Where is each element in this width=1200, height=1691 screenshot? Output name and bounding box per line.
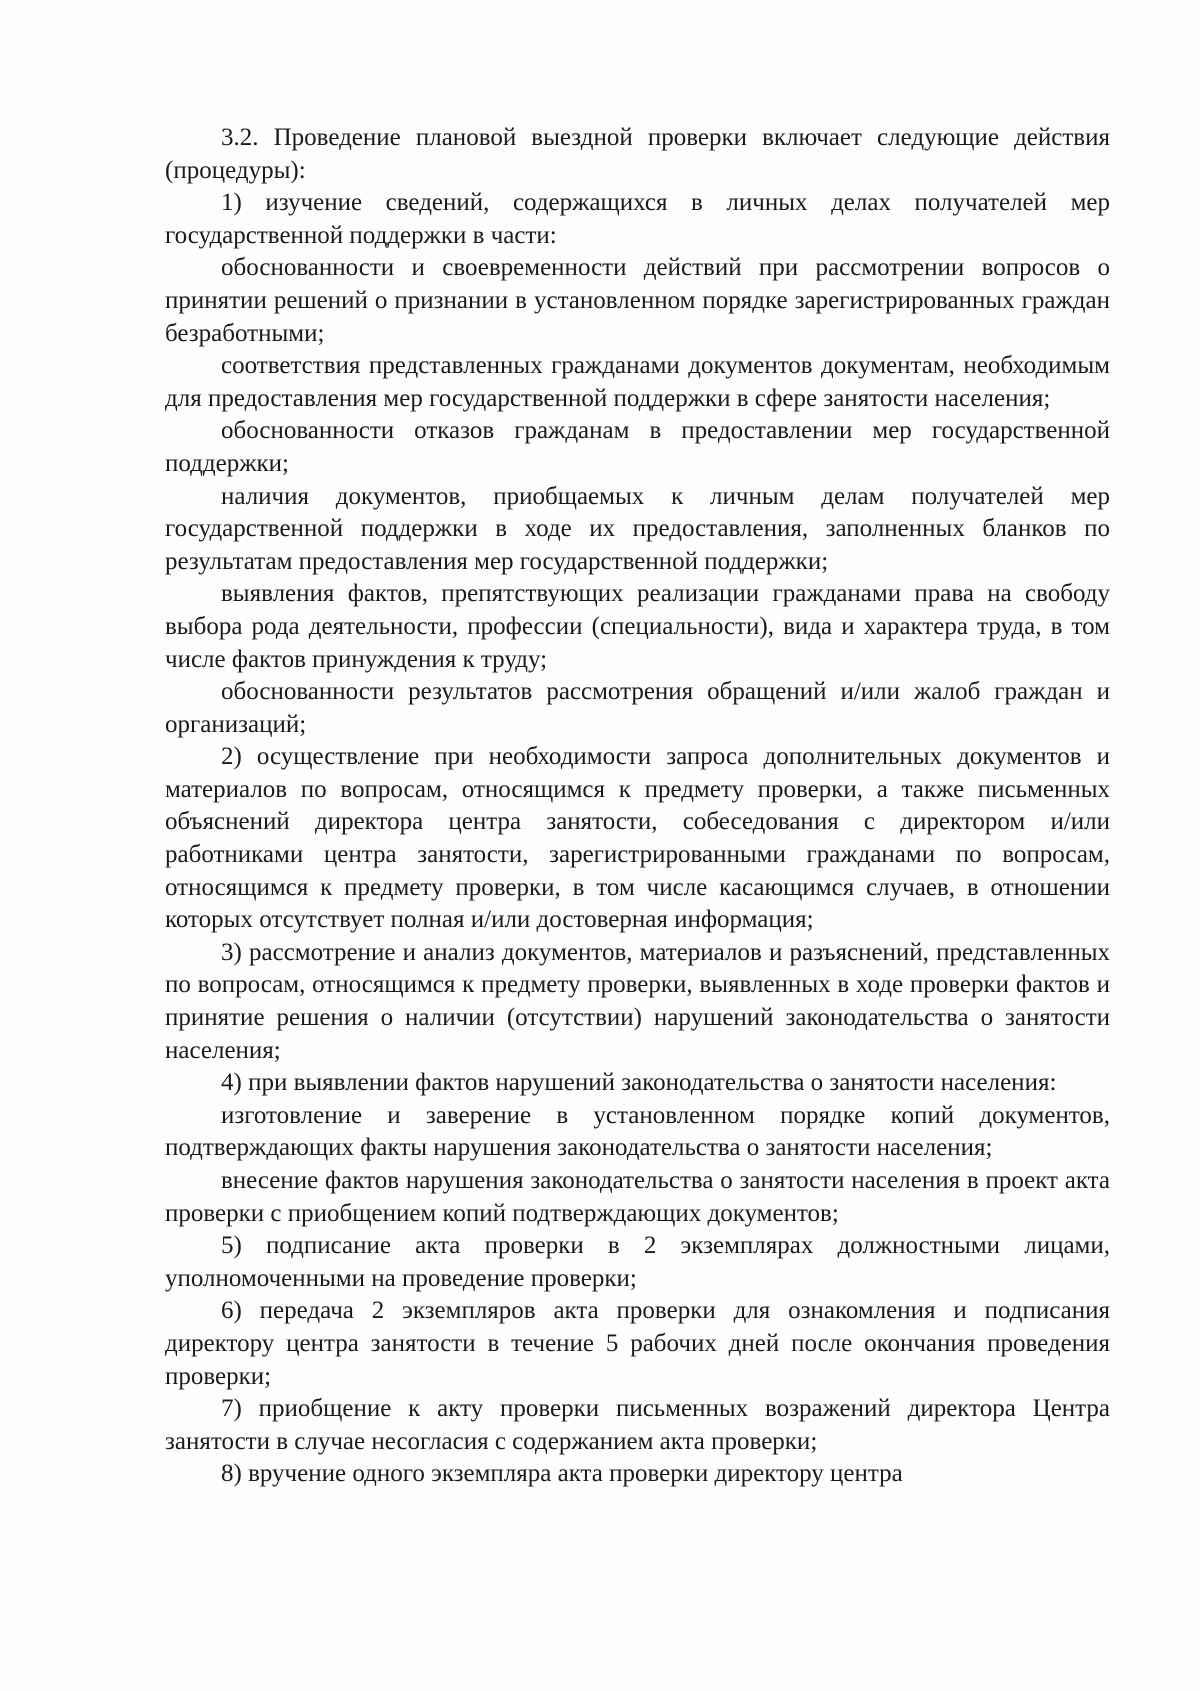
paragraph-item-1: 1) изучение сведений, содержащихся в личных делах получателей мер государственной поддержки в части: [165,189,1110,249]
paragraph-item-3: 3) рассмотрение и анализ документов, материалов и разъяснений, представленных по вопросам, относящимся к предмету проверки, выявленных в ходе проверки фактов и принятие решения о наличии (отсутствии) нарушений законодательства о занятости населения; [165,938,1110,1064]
document-body [165,122,1110,1491]
paragraph-item-1-facts: выявления фактов, препятствующих реализации гражданами права на свободу выбора рода деятельности, профессии (специальности), вида и характера труда, в том числе фактов принуждения к труду; [165,580,1110,673]
paragraph-item-8: 8) вручение одного экземпляра акта проверки директору центра [221,1460,903,1488]
paragraph-item-1-refusals: обоснованности отказов гражданам в предоставлении мер государственной поддержки; [165,417,1110,477]
paragraph-item-6: 6) передача 2 экземпляров акта проверки для ознакомления и подписания директору центра занятости в течение 5 рабочих дней после окончания проведения проверки; [165,1297,1110,1390]
paragraph-item-1-validity: обоснованности и своевременности действий при рассмотрении вопросов о принятии решений о признании в установленном порядке зарегистрированных граждан безработными; [165,254,1110,347]
paragraph-item-4-act-draft: внесение фактов нарушения законодательства о занятости населения в проект акта проверки с приобщением копий подтверждающих документов; [165,1167,1110,1227]
paragraph-item-7: 7) приобщение к акту проверки письменных возражений директора Центра занятости в случае несогласия с содержанием акта проверки; [165,1395,1110,1455]
paragraph-item-4-copies: изготовление и заверение в установленном порядке копий документов, подтверждающих факты нарушения законодательства о занятости населения; [165,1101,1110,1162]
paragraph-3-2-intro: 3.2. Проведение плановой выездной проверки включает следующие действия (процедуры): [165,124,1110,184]
paragraph-item-1-complaints: обоснованности результатов рассмотрения обращений и/или жалоб граждан и организаций; [165,678,1110,738]
paragraph-item-2: 2) осуществление при необходимости запроса дополнительных документов и материалов по вопросам, относящимся к предмету проверки, а также письменных объяснений директора центра занятости, собеседования с директором и/или работниками центра занятости, зарегистрированными гражданами по вопросам, относящимся к предмету проверки, в том числе касающимся случаев, в отношении которых отсутствует полная и/или достоверная информация; [165,743,1110,934]
paragraph-item-1-documents: наличия документов, приобщаемых к личным делам получателей мер государственной поддержки в ходе их предоставления, заполненных бланков по результатам предоставления мер государственной поддержки; [165,482,1110,575]
paragraph-item-4: 4) при выявлении фактов нарушений законодательства о занятости населения: [221,1069,1057,1097]
paragraph-item-5: 5) подписание акта проверки в 2 экземплярах должностными лицами, уполномоченными на проведение проверки; [165,1232,1110,1292]
paragraph-item-1-compliance: соответствия представленных гражданами документов документам, необходимым для предоставления мер государственной поддержки в сфере занятости населения; [165,352,1110,412]
